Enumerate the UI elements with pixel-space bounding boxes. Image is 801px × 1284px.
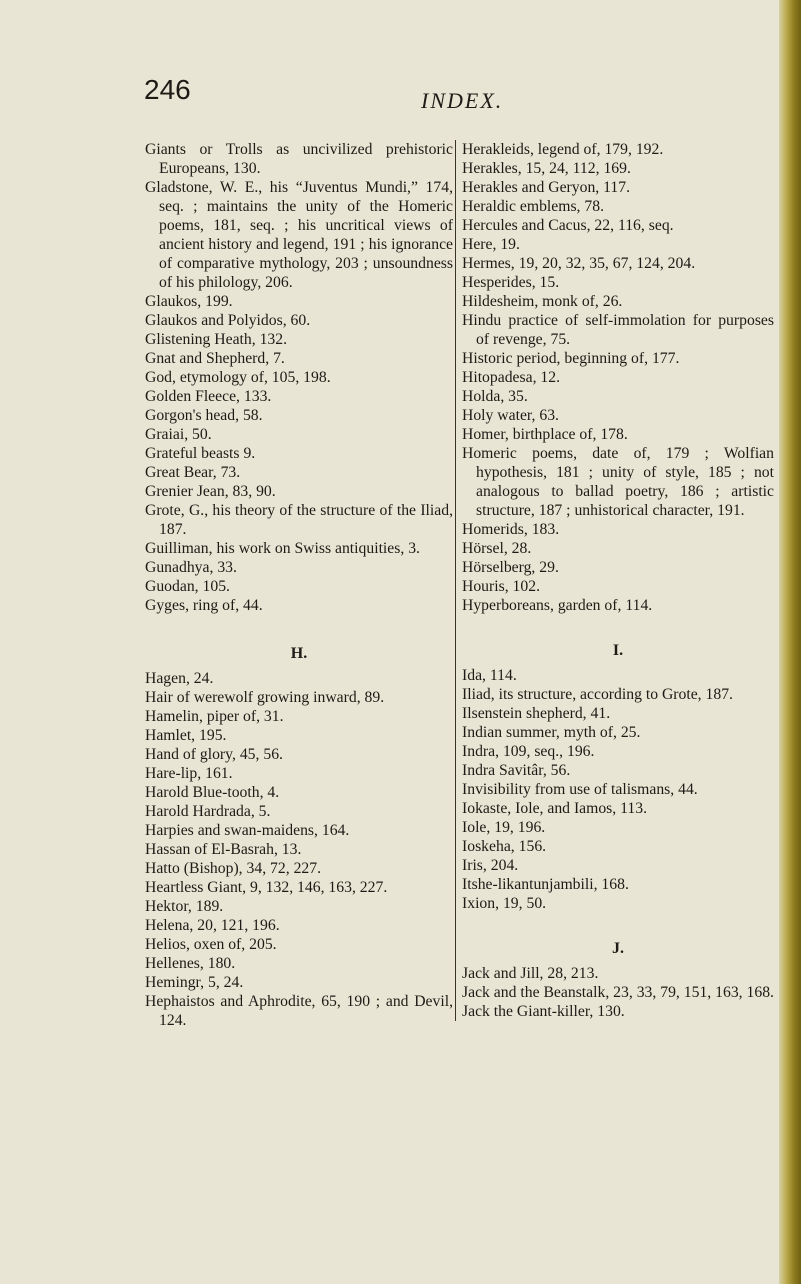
index-entry: Golden Fleece, 133.: [145, 388, 272, 405]
index-entry: Graiai, 50.: [145, 426, 212, 443]
index-entry: Hagen, 24.: [145, 670, 214, 687]
index-entry: Homerids, 183.: [462, 521, 560, 538]
section-letter-h: H.: [290, 645, 308, 662]
index-entry: Guilliman, his work on Swiss antiquities, 3.: [145, 540, 420, 557]
index-entry: Ilsenstein shepherd, 41.: [462, 705, 611, 722]
index-entry: Grote, G., his theory of the structure of the Iliad, 187.: [145, 502, 453, 538]
index-entry: Houris, 102.: [462, 578, 541, 595]
index-entry: Hercules and Cacus, 22, 116, seq.: [462, 217, 674, 234]
index-entry: Harold Hardrada, 5.: [145, 803, 271, 820]
index-entry: Gnat and Shepherd, 7.: [145, 350, 285, 367]
right-entries-j: [462, 964, 774, 1021]
index-entry: Giants or Trolls as uncivilized prehistoric Europeans, 130.: [145, 141, 453, 177]
left-entries-h: [145, 669, 453, 1030]
index-entry: Heartless Giant, 9, 132, 146, 163, 227.: [145, 879, 388, 896]
index-entry: God, etymology of, 105, 198.: [145, 369, 331, 386]
page-number: 246: [144, 74, 191, 105]
index-entry: Hare-lip, 161.: [145, 765, 233, 782]
index-entry: Here, 19.: [462, 236, 520, 253]
index-entry: Helena, 20, 121, 196.: [145, 917, 280, 934]
index-entry: Hamlet, 195.: [145, 727, 227, 744]
index-entry: Homeric poems, date of, 179 ; Wolfian hypothesis, 181 ; unity of style, 185 ; not analogous to ballad poetry, 186 ; artistic structure, 187 ; unhistorical character, 191.: [462, 445, 774, 519]
index-entry: Hatto (Bishop), 34, 72, 227.: [145, 860, 322, 877]
index-entry: Hellenes, 180.: [145, 955, 236, 972]
index-entry: Itshe-likantunjambili, 168.: [462, 876, 629, 893]
index-entry: Iole, 19, 196.: [462, 819, 546, 836]
index-entry: Hermes, 19, 20, 32, 35, 67, 124, 204.: [462, 255, 696, 272]
index-entry: Gladstone, W. E., his “Juventus Mundi,” 174, seq. ; maintains the unity of the Homeric poems, 181, seq. ; his uncritical views of ancient history and legend, 191 ; his ignorance of comparative mythology, 203 ; unsoundness of his philology, 206.: [145, 179, 453, 291]
index-entry: Hitopadesa, 12.: [462, 369, 561, 386]
left-column: [145, 140, 453, 1030]
index-entry: Helios, oxen of, 205.: [145, 936, 277, 953]
index-entry: Glistening Heath, 132.: [145, 331, 288, 348]
right-column: [455, 140, 774, 1021]
index-entry: Iris, 204.: [462, 857, 519, 874]
index-entry: Hyperboreans, garden of, 114.: [462, 597, 653, 614]
index-entry: Gorgon's head, 58.: [145, 407, 263, 424]
index-entry: Gyges, ring of, 44.: [145, 597, 263, 614]
index-entry: Hamelin, piper of, 31.: [145, 708, 284, 725]
running-head: INDEX.: [421, 88, 504, 113]
index-entry: Indian summer, myth of, 25.: [462, 724, 641, 741]
index-entry: Glaukos and Polyidos, 60.: [145, 312, 311, 329]
index-entry: Herakleids, legend of, 179, 192.: [462, 141, 664, 158]
index-entry: Harold Blue-tooth, 4.: [145, 784, 280, 801]
index-entry: Grateful beasts 9.: [145, 445, 256, 462]
index-entry: Ioskeha, 156.: [462, 838, 547, 855]
index-entry: Historic period, beginning of, 177.: [462, 350, 680, 367]
index-entry: Jack and Jill, 28, 213.: [462, 965, 599, 982]
index-entry: Homer, birthplace of, 178.: [462, 426, 628, 443]
index-entry: Hand of glory, 45, 56.: [145, 746, 283, 763]
index-entry: Hassan of El-Basrah, 13.: [145, 841, 302, 858]
index-entry: Grenier Jean, 83, 90.: [145, 483, 276, 500]
index-entry: Guodan, 105.: [145, 578, 230, 595]
index-entry: Jack and the Beanstalk, 23, 33, 79, 151, 163, 168.: [462, 984, 774, 1001]
index-entry: Harpies and swan-maidens, 164.: [145, 822, 350, 839]
index-entry: Indra Savitâr, 56.: [462, 762, 571, 779]
index-entry: Hildesheim, monk of, 26.: [462, 293, 623, 310]
index-entry: Glaukos, 199.: [145, 293, 233, 310]
index-entry: Ixion, 19, 50.: [462, 895, 547, 912]
index-entry: Hair of werewolf growing inward, 89.: [145, 689, 385, 706]
index-entry: Ida, 114.: [462, 667, 517, 684]
index-entry: Gunadhya, 33.: [145, 559, 237, 576]
index-entry: Holda, 35.: [462, 388, 528, 405]
left-entries-g: [145, 140, 453, 615]
index-entry: Great Bear, 73.: [145, 464, 241, 481]
index-entry: Jack the Giant-killer, 130.: [462, 1003, 625, 1020]
index-entry: Invisibility from use of talismans, 44.: [462, 781, 698, 798]
index-entry: Hörsel, 28.: [462, 540, 532, 557]
index-entry: Indra, 109, seq., 196.: [462, 743, 595, 760]
index-entry: Iliad, its structure, according to Grote, 187.: [462, 686, 733, 703]
index-entry: Hindu practice of self-immolation for purposes of revenge, 75.: [462, 312, 774, 348]
index-entry: Holy water, 63.: [462, 407, 559, 424]
page-edge-binding: [779, 0, 801, 1284]
index-entry: Iokaste, Iole, and Iamos, 113.: [462, 800, 648, 817]
index-entry: Hörselberg, 29.: [462, 559, 559, 576]
index-entry: Hektor, 189.: [145, 898, 224, 915]
index-entry: Heraldic emblems, 78.: [462, 198, 605, 215]
section-letter-i: I.: [612, 642, 624, 659]
section-letter-j: J.: [612, 940, 624, 957]
index-entry: Hephaistos and Aphrodite, 65, 190 ; and Devil, 124.: [145, 993, 453, 1029]
index-entry: Hemingr, 5, 24.: [145, 974, 244, 991]
right-entries-h: [462, 140, 774, 615]
index-entry: Herakles and Geryon, 117.: [462, 179, 631, 196]
index-entry: Herakles, 15, 24, 112, 169.: [462, 160, 631, 177]
index-entry: Hesperides, 15.: [462, 274, 560, 291]
right-entries-i: [462, 666, 774, 913]
